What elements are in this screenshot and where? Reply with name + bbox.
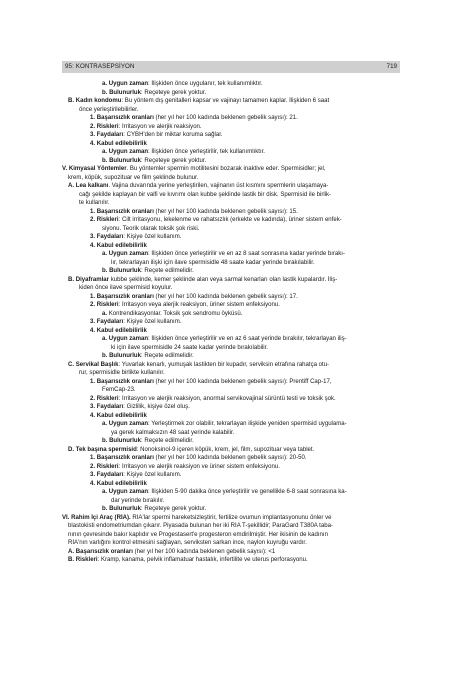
bold-term: Riskleri bbox=[96, 463, 119, 470]
list-marker: B. bbox=[68, 276, 75, 283]
page-body bbox=[62, 80, 400, 565]
list-marker: b. bbox=[102, 268, 108, 274]
list-marker: a. bbox=[102, 149, 108, 155]
text-line bbox=[62, 157, 400, 166]
bold-term: Lea kalkanı bbox=[75, 183, 109, 189]
text-line bbox=[62, 140, 400, 149]
list-marker: a. bbox=[102, 310, 108, 317]
text-line bbox=[62, 369, 400, 378]
list-marker: A. bbox=[68, 183, 75, 189]
bold-term: Bulunurluk bbox=[109, 353, 141, 359]
list-marker: 4. bbox=[90, 242, 96, 249]
body-text: : İrritasyon ve alerjik reaksiyon, anormal servikovajinal sürüntü testi ve toksik şok. bbox=[118, 395, 336, 402]
body-text: . Vajina duvarında yerine yerleştirilen, vajinanın üst kısmını spermlerin ulaşamaya- bbox=[108, 183, 329, 189]
bold-term: Bulunurluk bbox=[109, 157, 141, 164]
bold-term: Kadın kondomu bbox=[75, 98, 122, 104]
list-marker: 1. bbox=[90, 293, 96, 300]
bold-term: Başarısızlık oranları bbox=[96, 115, 154, 121]
body-text: siyonu. Teorik olarak toksik şok riski. bbox=[102, 225, 200, 232]
body-text: : İlişkiden önce yerleştirilir, tek kullanımlıktır. bbox=[148, 149, 265, 155]
bold-term: Uygun zaman bbox=[108, 336, 149, 342]
bold-term: Faydaları bbox=[96, 132, 124, 138]
text-line bbox=[62, 386, 400, 395]
text-line bbox=[62, 267, 400, 276]
list-marker: a. bbox=[102, 251, 108, 257]
text-line bbox=[62, 420, 400, 429]
text-line bbox=[62, 522, 400, 531]
list-marker: 2. bbox=[90, 217, 96, 223]
bold-term: Başarısızlık oranları bbox=[96, 293, 154, 300]
body-text: : Nonoksinol-9 içeren köpük, krem, jel, film, supozituar veya tablet. bbox=[136, 446, 315, 453]
text-line bbox=[62, 284, 400, 293]
bold-term: Riskleri bbox=[96, 123, 119, 130]
text-line bbox=[62, 395, 400, 404]
bold-term: Bulunurluk bbox=[109, 268, 141, 274]
text-line bbox=[62, 327, 400, 336]
body-text: (her yıl her 100 kadında beklenen gebelik sayısı): 17. bbox=[153, 293, 298, 300]
text-line bbox=[62, 531, 400, 540]
body-text: : CYBH'den bir miktar koruma sağlar. bbox=[123, 132, 223, 138]
bold-term: Riskleri bbox=[75, 557, 98, 563]
bold-term: Faydaları bbox=[96, 234, 124, 240]
body-text: : Kişiye özel kullanım. bbox=[123, 234, 182, 240]
body-text: : İlişkiden 5-90 dakika önce yerleştirilir ve genellikle 6-8 saat sonrasına ka- bbox=[148, 489, 347, 495]
body-text: önce yerleştirilebilirler. bbox=[79, 106, 139, 113]
text-line bbox=[62, 233, 400, 242]
list-marker: a. bbox=[102, 81, 108, 87]
bold-term: Başarısızlık oranları bbox=[96, 378, 154, 385]
bold-term: Faydaları bbox=[96, 404, 124, 410]
text-line bbox=[62, 437, 400, 446]
text-line bbox=[62, 310, 400, 319]
text-line bbox=[62, 361, 400, 370]
bold-term: Kimyasal Yöntemler bbox=[68, 166, 127, 172]
text-line bbox=[62, 199, 400, 208]
body-text: : Reçete edilmelidir. bbox=[140, 353, 194, 359]
body-text: RİA'lar spermi hareketsizleştirir, fertilize ovumun implantasyonunu önler ve bbox=[130, 514, 332, 521]
body-text: blastokisti endometriumdan çıkarır. Piyasada bulunan her iki RİA T-şekillidir; ParaGard T380A taba- bbox=[68, 523, 333, 529]
body-text: . Bu yöntemler spermin motilitesini bozarak inaktive eder. Spermisidler; jel, bbox=[126, 166, 326, 172]
page-number: 719 bbox=[386, 63, 397, 70]
text-line bbox=[62, 480, 400, 489]
text-line bbox=[62, 497, 400, 506]
body-text: RİA'nın varlığını kontrol etmesini sağlayan, serviksten sarkan ince, naylon kuyruğu vardır. bbox=[68, 540, 307, 546]
body-text: (her yıl her 100 kadında beklenen gebelik sayısı): Prentiff Cap-17, bbox=[153, 378, 332, 385]
body-text: kiden önce ilave spermisid koyulur. bbox=[79, 285, 173, 291]
text-line bbox=[62, 131, 400, 140]
bold-term: Tek başına spermisid bbox=[75, 446, 137, 453]
body-text: te kullanılır. bbox=[79, 200, 110, 206]
body-text: : Kişiye özel kullanım. bbox=[123, 472, 182, 478]
bold-term: Uygun zaman bbox=[108, 421, 149, 427]
text-line bbox=[62, 454, 400, 463]
body-text: : Reçete edilmelidir. bbox=[140, 438, 194, 444]
text-line bbox=[62, 97, 400, 106]
text-line bbox=[62, 242, 400, 251]
list-marker: B. bbox=[68, 557, 75, 563]
bold-term: Bulunurluk bbox=[109, 438, 141, 444]
list-marker: VI. bbox=[62, 514, 70, 521]
text-line bbox=[62, 216, 400, 225]
list-marker: a. bbox=[102, 421, 108, 427]
body-text: krem, köpük, supozituar ve film şeklinde bulunur. bbox=[68, 174, 199, 181]
text-line bbox=[62, 165, 400, 174]
text-line bbox=[62, 471, 400, 480]
text-line bbox=[62, 446, 400, 455]
body-text: kubbe şeklinde, kemer şeklinde alan veya sarmal kenarları olan lastik kupalardır. İliş- bbox=[109, 276, 338, 283]
body-text: : İlişkiden önce yerleştirilir ve en az 6 saat yerinde bırakılır, tekrarlayan iliş- bbox=[148, 336, 347, 342]
body-text: : Yerleştirmek zor olabilir, tekrarlayan ilişkide yeniden spermisid uygulama- bbox=[148, 421, 347, 427]
body-text: : Reçete edilmelidir. bbox=[140, 268, 194, 274]
body-text: Kontrendikasyonlar. Toksik şok sendromu öyküsü. bbox=[108, 310, 243, 317]
body-text: : Reçeteye gerek yoktur. bbox=[140, 157, 207, 164]
text-line bbox=[62, 548, 400, 557]
list-marker: 4. bbox=[90, 480, 96, 487]
text-line bbox=[62, 182, 400, 191]
text-line bbox=[62, 352, 400, 361]
text-line bbox=[62, 89, 400, 98]
bold-term: Uygun zaman bbox=[108, 489, 149, 495]
list-marker: D. bbox=[68, 446, 75, 453]
body-text: : İlişkiden önce uygulanır, tek kullanımlıktır. bbox=[148, 81, 263, 87]
body-text: : İrritasyon ve alerjik reaksiyon. bbox=[118, 123, 202, 130]
text-line bbox=[62, 514, 400, 523]
bold-term: Riskleri bbox=[96, 302, 119, 308]
list-marker: A. bbox=[68, 548, 75, 555]
text-line bbox=[62, 539, 400, 548]
list-marker: V. bbox=[62, 166, 68, 172]
bold-term: Kabul edilebilirlik bbox=[96, 412, 147, 419]
body-text: : Kişiye özel kullanım. bbox=[123, 319, 182, 325]
body-text: ki için ilave spermisidle 24 saate kadar yerinde bırakılabilir. bbox=[111, 344, 268, 351]
body-text: : Reçeteye gerek yoktur. bbox=[140, 89, 207, 96]
list-marker: b. bbox=[102, 438, 108, 444]
body-text: cağı şekilde kaplayan bir valfi ve kıvrımı olan kubbe şeklinde lastik bir disk. Spermisid ile birlik- bbox=[79, 191, 332, 198]
body-text: lır, tekrarlayan ilişki için ilave spermisidle 48 saate kadar yerinde bırakılabilir. bbox=[111, 259, 315, 266]
text-line bbox=[62, 80, 400, 89]
text-line bbox=[62, 335, 400, 344]
body-text: dar yerinde bırakılır. bbox=[111, 497, 165, 504]
list-marker: a. bbox=[102, 336, 108, 342]
body-text: : Kramp, kanama, pelvik inflamatuar hastalık, infertilite ve uterus perforasyonu. bbox=[97, 557, 308, 563]
text-line bbox=[62, 174, 400, 183]
text-line bbox=[62, 488, 400, 497]
bold-term: Faydaları bbox=[96, 472, 124, 478]
text-line bbox=[62, 412, 400, 421]
body-text: : Bu yöntem dış genitalleri kapsar ve vajinayı tamamen kaplar. İlişkiden 6 saat bbox=[121, 98, 330, 104]
text-line bbox=[62, 106, 400, 115]
list-marker: 3. bbox=[90, 319, 96, 325]
body-text: (her yıl her 100 kadında beklenen gebelik sayısı): 21. bbox=[153, 115, 298, 121]
list-marker: 4. bbox=[90, 412, 96, 419]
body-text: : Cilt irritasyonu, lekelenme ve rahatsızlık (erkekte ve kadında), üriner sistem enfek- bbox=[118, 217, 342, 223]
list-marker: B. bbox=[68, 98, 75, 104]
body-text: : Yuvarlak kenarlı, yumuşak lastikten bir kupadır, serviksin etrafına rahatça otu- bbox=[118, 361, 330, 368]
bold-term: Diyaframlar bbox=[75, 276, 110, 283]
bold-term: Bulunurluk bbox=[109, 506, 141, 512]
bold-term: Riskleri bbox=[96, 395, 119, 402]
bold-term: Kabul edilebilirlik bbox=[96, 140, 147, 147]
list-marker: b. bbox=[102, 157, 108, 164]
list-marker: 1. bbox=[90, 455, 96, 461]
body-text: (her yıl her 100 kadında beklenen gebelik sayısı): 20-50. bbox=[153, 455, 307, 461]
text-line bbox=[62, 148, 400, 157]
bold-term: Başarısızlık oranları bbox=[96, 455, 154, 461]
text-line bbox=[62, 293, 400, 302]
list-marker: 3. bbox=[90, 404, 96, 410]
body-text: : İlişkiden önce yerleştirilir ve en az 8 saat sonrasına kadar yerinde bırakı- bbox=[148, 251, 345, 257]
text-line bbox=[62, 301, 400, 310]
list-marker: 2. bbox=[90, 395, 96, 402]
body-text: : İrritasyon veya alerjik reaksiyon, üriner sistem enfeksiyonu. bbox=[118, 302, 280, 308]
list-marker: b. bbox=[102, 89, 108, 96]
text-line bbox=[62, 114, 400, 123]
list-marker: 4. bbox=[90, 140, 96, 147]
body-text: : Reçeteye gerek yoktur. bbox=[140, 506, 207, 512]
text-line bbox=[62, 556, 400, 565]
bold-term: Riskleri bbox=[96, 217, 119, 223]
body-text: : İrritasyon ve alerjik reaksiyon ve üriner sistem enfeksiyonu. bbox=[118, 463, 280, 470]
bold-term: Uygun zaman bbox=[108, 81, 149, 87]
list-marker: 1. bbox=[90, 378, 96, 385]
bold-term: Bulunurluk bbox=[109, 89, 141, 96]
bold-term: Servikal Başlık bbox=[75, 361, 119, 368]
bold-term: Başarısızlık oranları bbox=[75, 548, 133, 555]
bold-term: Uygun zaman bbox=[108, 251, 149, 257]
text-line bbox=[62, 123, 400, 132]
text-line bbox=[62, 208, 400, 217]
text-line bbox=[62, 318, 400, 327]
body-text: FemCap-23. bbox=[102, 387, 136, 393]
list-marker: 3. bbox=[90, 132, 96, 138]
list-marker: 1. bbox=[90, 208, 96, 215]
text-line bbox=[62, 191, 400, 200]
body-text: (her yıl her 100 kadında beklenen gebelik sayısı): <1 bbox=[132, 548, 276, 555]
list-marker: 2. bbox=[90, 463, 96, 470]
text-line bbox=[62, 225, 400, 234]
running-header bbox=[62, 61, 400, 73]
list-marker: a. bbox=[102, 489, 108, 495]
chapter-title: 95: KONTRASEPSİYON bbox=[65, 63, 135, 70]
list-marker: 2. bbox=[90, 123, 96, 130]
list-marker: b. bbox=[102, 353, 108, 359]
list-marker: C. bbox=[68, 361, 75, 368]
body-text: nının çevresinde bakır kaplıdır ve Progestasert'e progesteron emdirilmiştir. Her ikisinin de kadının bbox=[68, 531, 328, 538]
body-text: : Gizlilik, kişiye özel oluş. bbox=[123, 404, 190, 410]
text-line bbox=[62, 463, 400, 472]
body-text: rur, spermisidle birlikte kullanılır. bbox=[79, 370, 165, 376]
list-marker: 4. bbox=[90, 327, 96, 334]
list-marker: b. bbox=[102, 506, 108, 512]
text-line bbox=[62, 378, 400, 387]
bold-term: Başarısızlık oranları bbox=[96, 208, 154, 215]
body-text: ya gerek kalmaksızın 48 saat yerinde kalabilir. bbox=[111, 429, 235, 436]
list-marker: 3. bbox=[90, 472, 96, 478]
text-line bbox=[62, 276, 400, 285]
body-text: (her yıl her 100 kadında beklenen gebelik sayısı): 15. bbox=[153, 208, 298, 215]
bold-term: Faydaları bbox=[96, 319, 124, 325]
bold-term: Kabul edilebilirlik bbox=[96, 327, 147, 334]
list-marker: 1. bbox=[90, 115, 96, 121]
text-line bbox=[62, 250, 400, 259]
bold-term: Kabul edilebilirlik bbox=[96, 480, 147, 487]
text-line bbox=[62, 403, 400, 412]
list-marker: 3. bbox=[90, 234, 96, 240]
text-line bbox=[62, 259, 400, 268]
bold-term: Kabul edilebilirlik bbox=[96, 242, 147, 249]
bold-term: Uygun zaman bbox=[108, 149, 149, 155]
text-line bbox=[62, 505, 400, 514]
text-line bbox=[62, 344, 400, 353]
text-line bbox=[62, 429, 400, 438]
bold-term: Rahim İçi Araç (RİA). bbox=[71, 514, 131, 521]
list-marker: 2. bbox=[90, 302, 96, 308]
